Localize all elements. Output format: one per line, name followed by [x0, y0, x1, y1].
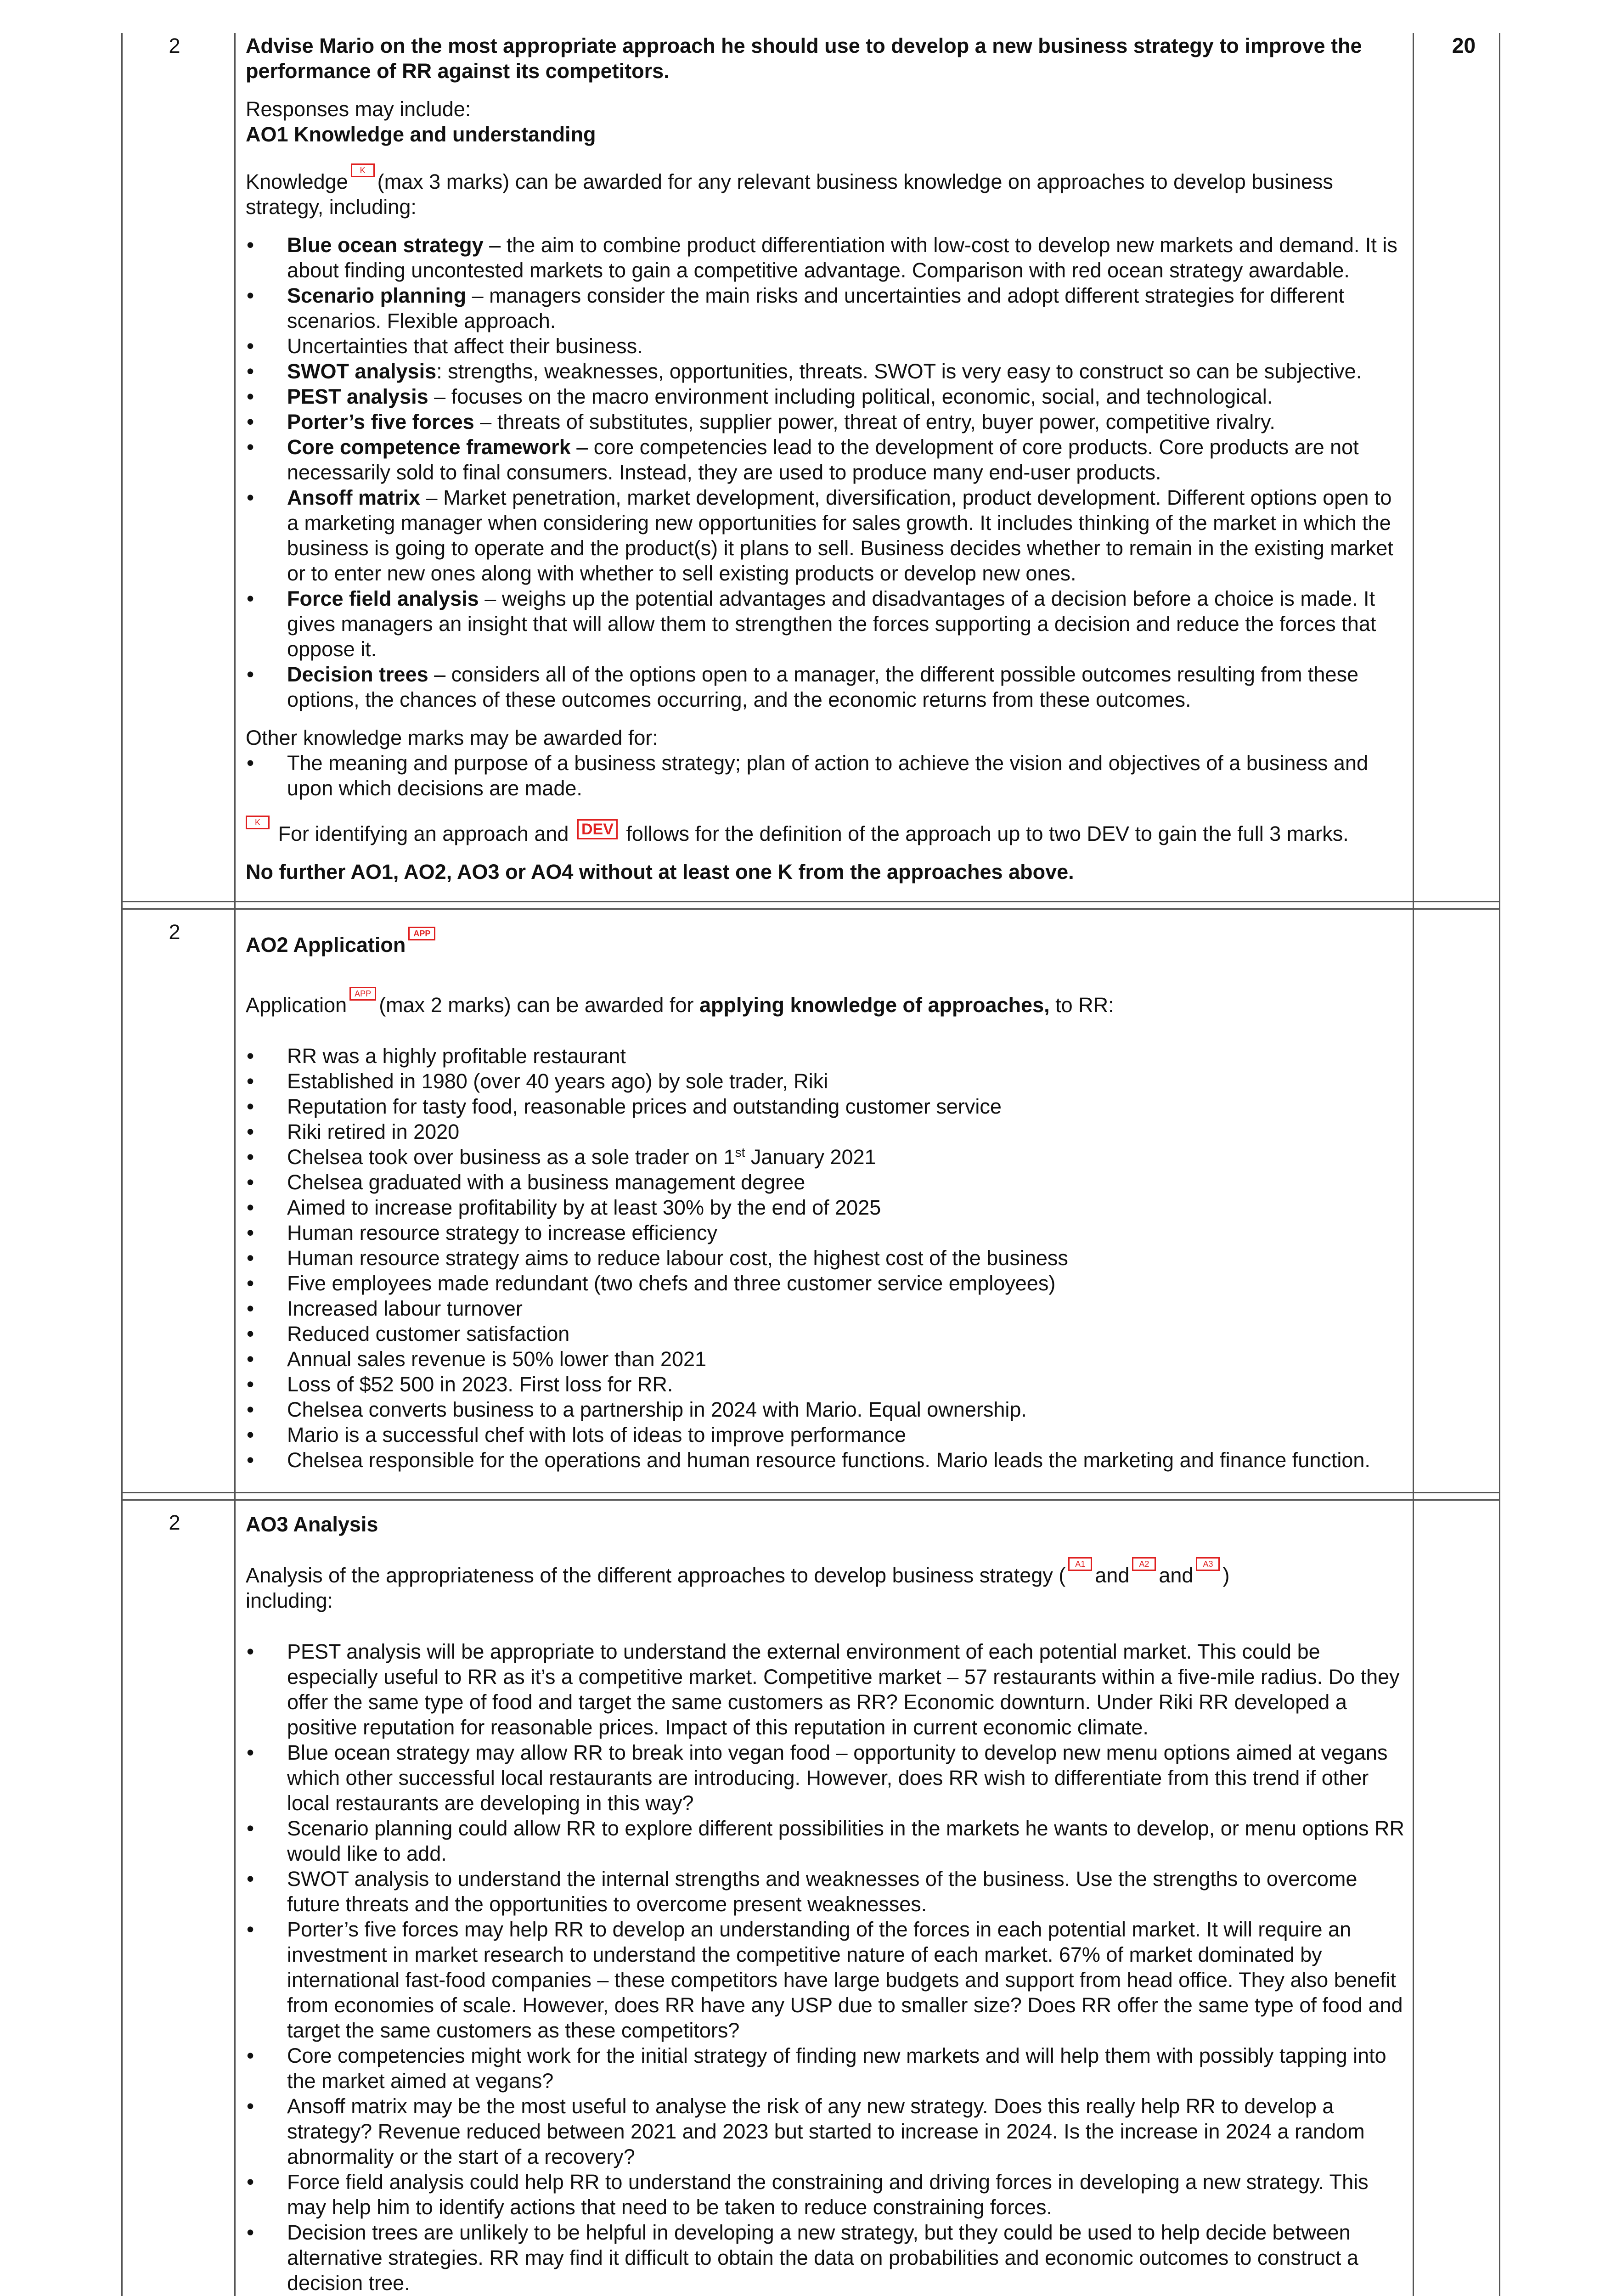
list-item: • PEST analysis will be appropriate to understand the external environment of each potential market. This could be especially useful to RR as it’s a competitive market. Competitive market – 57 restaurants within a five-mile radius. Do they offer the same type of food and target the same customers as RR? Economic downturn. Under Riki RR developed a positive reputation for reasonable prices. Impact of this reputation in current economic climate.: [246, 1639, 1408, 1740]
row-separator: [121, 908, 1499, 910]
list-item: • Porter’s five forces may help RR to develop an understanding of the forces in each potential market. It will require an investment in market research to understand the competitive nature of each market. 67% of market dominated by international fast-food companies – these competitors have large budgets and support from head office. They also benefit from economies of scale. However, does RR have any USP due to smaller size? Does RR offer the same type of food and target the same customers as these competitors?: [246, 1917, 1408, 2043]
list-item: • Porter’s five forces – threats of substitutes, supplier power, threat of entry, buyer power, competitive rivalry.: [246, 409, 1408, 434]
list-item: • Loss of $52 500 in 2023. First loss for RR.: [246, 1372, 1408, 1397]
list-item: • Scenario planning – managers consider the main risks and uncertainties and adopt different strategies for different scenarios. Flexible approach.: [246, 283, 1408, 333]
k-tag-icon: K: [246, 816, 270, 829]
list-item: • Reduced customer satisfaction: [246, 1321, 1408, 1346]
list-item: • Aimed to increase profitability by at least 30% by the end of 2025: [246, 1195, 1408, 1220]
row-separator: [121, 901, 1499, 902]
analysis-intro: Analysis of the appropriateness of the different approaches to develop business strategy ( A1 and A2 and A3 ) including:: [246, 1563, 1408, 1613]
app-tag-icon: APP: [349, 987, 376, 1001]
list-item: • Core competence framework – core competencies lead to the development of core products. Core products are not necessarily sold to final consumers. Instead, they are used to produce many end-user products.: [246, 434, 1408, 485]
app-tag-icon: APP: [408, 927, 435, 940]
list-item: • Blue ocean strategy – the aim to combine product differentiation with low-cost to develop new markets and demand. It is about finding uncontested markets to gain a competitive advantage. Comparison with red ocean strategy awardable.: [246, 232, 1408, 283]
knowledge-suffix: (max 3 marks) can be awarded for any relevant business knowledge on approaches to develop business strategy, including:: [246, 170, 1333, 219]
responses-intro: Responses may include:: [246, 97, 471, 121]
no-further-note: No further AO1, AO2, AO3 or AO4 without at least one K from the approaches above.: [246, 860, 1074, 884]
list-item: • Increased labour turnover: [246, 1296, 1408, 1321]
list-item: • Core competencies might work for the initial strategy of finding new markets and will help them with possibly tapping into the market aimed at vegans?: [246, 2043, 1408, 2093]
list-item: • Ansoff matrix – Market penetration, market development, diversification, product development. Different options open to a marketing manager when considering new opportunities for sales growth. It includes thinking of the market in which the business is going to operate and the product(s) it plans to sell. Business decides whether to remain in the existing market or to enter new ones along with whether to sell existing products or develop new ones.: [246, 485, 1408, 586]
question-text: Advise Mario on the most appropriate approach he should use to develop a new business strategy to improve the performance of RR against its competitors.: [246, 34, 1362, 83]
a3-tag-icon: A3: [1196, 1557, 1220, 1571]
ao3-section: [246, 1512, 1408, 2296]
ao1-approach-list: [246, 232, 1408, 712]
list-item: • PEST analysis – focuses on the macro environment including political, economic, social, and technological.: [246, 384, 1408, 409]
question-number: 2: [169, 920, 180, 944]
list-item: • Decision trees are unlikely to be helpful in developing a new strategy, but they could be used to help decide between alternative strategies. RR may find it difficult to obtain the data on probabilities and economic outcomes to construct a decision tree.: [246, 2220, 1408, 2296]
question-number: 2: [169, 34, 180, 57]
list-item: • Riki retired in 2020: [246, 1119, 1408, 1144]
list-item: • SWOT analysis: strengths, weaknesses, opportunities, threats. SWOT is very easy to construct so can be subjective.: [246, 359, 1408, 384]
list-item: • Force field analysis could help RR to understand the constraining and driving forces in developing a new strategy. This may help him to identify actions that need to be taken to reduce constraining forces.: [246, 2169, 1408, 2220]
ao1-section: [246, 33, 1408, 884]
list-item: • Force field analysis – weighs up the potential advantages and disadvantages of a decision before a choice is made. It gives managers an insight that will allow them to strengthen the forces supporting a decision and reduce the forces that oppose it.: [246, 586, 1408, 662]
list-item: • The meaning and purpose of a business strategy; plan of action to achieve the vision and objectives of a business and upon which decisions are made.: [246, 750, 1408, 801]
total-marks: 20: [1452, 34, 1476, 57]
list-item: • Chelsea graduated with a business management degree: [246, 1170, 1408, 1195]
list-item: • Established in 1980 (over 40 years ago) by sole trader, Riki: [246, 1069, 1408, 1094]
application-intro: Application APP (max 2 marks) can be awarded for applying knowledge of approaches, to RR:: [246, 992, 1408, 1018]
ao2-section: [246, 929, 1408, 1473]
a2-tag-icon: A2: [1132, 1557, 1156, 1571]
table-border-left: [121, 33, 123, 2296]
list-item: • Uncertainties that affect their business.: [246, 333, 1408, 359]
list-item: • Ansoff matrix may be the most useful to analyse the risk of any new strategy. Does this really help RR to develop a strategy? Revenue reduced between 2021 and 2023 but started to increase in 2024. Is the increase in 2024 a random abnormality or the start of a recovery?: [246, 2093, 1408, 2169]
list-item: • Chelsea took over business as a sole trader on 1st January 2021: [246, 1144, 1408, 1170]
a1-tag-icon: A1: [1068, 1557, 1092, 1571]
list-item: • Reputation for tasty food, reasonable prices and outstanding customer service: [246, 1094, 1408, 1119]
list-item: • Five employees made redundant (two chefs and three customer service employees): [246, 1271, 1408, 1296]
other-knowledge-intro: Other knowledge marks may be awarded for:: [246, 726, 658, 749]
list-item: • RR was a highly profitable restaurant: [246, 1043, 1408, 1069]
column-divider-marks: [1413, 33, 1414, 2296]
ao3-heading: AO3 Analysis: [246, 1513, 378, 1536]
dev-tag-icon: DEV: [577, 819, 618, 839]
ao2-heading: AO2 Application APP: [246, 932, 1408, 957]
list-item: • Decision trees – considers all of the options open to a manager, the different possible outcomes resulting from these options, the chances of these outcomes occurring, and the economic returns from these outcomes.: [246, 662, 1408, 712]
table-border-right: [1499, 33, 1500, 2296]
identify-approach-note: K For identifying an approach and DEV follows for the definition of the approach up to two DEV to gain the full 3 marks.: [246, 821, 1408, 846]
list-item: • Human resource strategy to increase efficiency: [246, 1220, 1408, 1245]
list-item: • Chelsea responsible for the operations and human resource functions. Mario leads the marketing and finance function.: [246, 1447, 1408, 1473]
knowledge-prefix: Knowledge: [246, 170, 348, 193]
column-divider-question: [234, 33, 236, 2296]
knowledge-paragraph: [246, 166, 1408, 219]
other-knowledge-list: [246, 750, 1408, 801]
k-tag-icon: K: [351, 163, 375, 177]
row-separator: [121, 1499, 1499, 1501]
list-item: • SWOT analysis to understand the internal strengths and weaknesses of the business. Use the strengths to overcome future threats and the opportunities to overcome present weaknesses.: [246, 1866, 1408, 1917]
ao1-heading: AO1 Knowledge and understanding: [246, 123, 596, 146]
ao2-context-list: [246, 1043, 1408, 1473]
row-separator: [121, 1492, 1499, 1493]
list-item: • Human resource strategy aims to reduce labour cost, the highest cost of the business: [246, 1245, 1408, 1271]
list-item: • Mario is a successful chef with lots of ideas to improve performance: [246, 1422, 1408, 1447]
list-item: • Scenario planning could allow RR to explore different possibilities in the markets he wants to develop, or menu options RR would like to add.: [246, 1816, 1408, 1866]
list-item: • Chelsea converts business to a partnership in 2024 with Mario. Equal ownership.: [246, 1397, 1408, 1422]
list-item: • Blue ocean strategy may allow RR to break into vegan food – opportunity to develop new menu options aimed at vegans which other successful local restaurants are introducing. However, does RR wish to differentiate from this trend if other local restaurants are developing in this way?: [246, 1740, 1408, 1816]
question-number: 2: [169, 1511, 180, 1534]
list-item: • Annual sales revenue is 50% lower than 2021: [246, 1346, 1408, 1372]
ao3-analysis-list: [246, 1639, 1408, 2296]
